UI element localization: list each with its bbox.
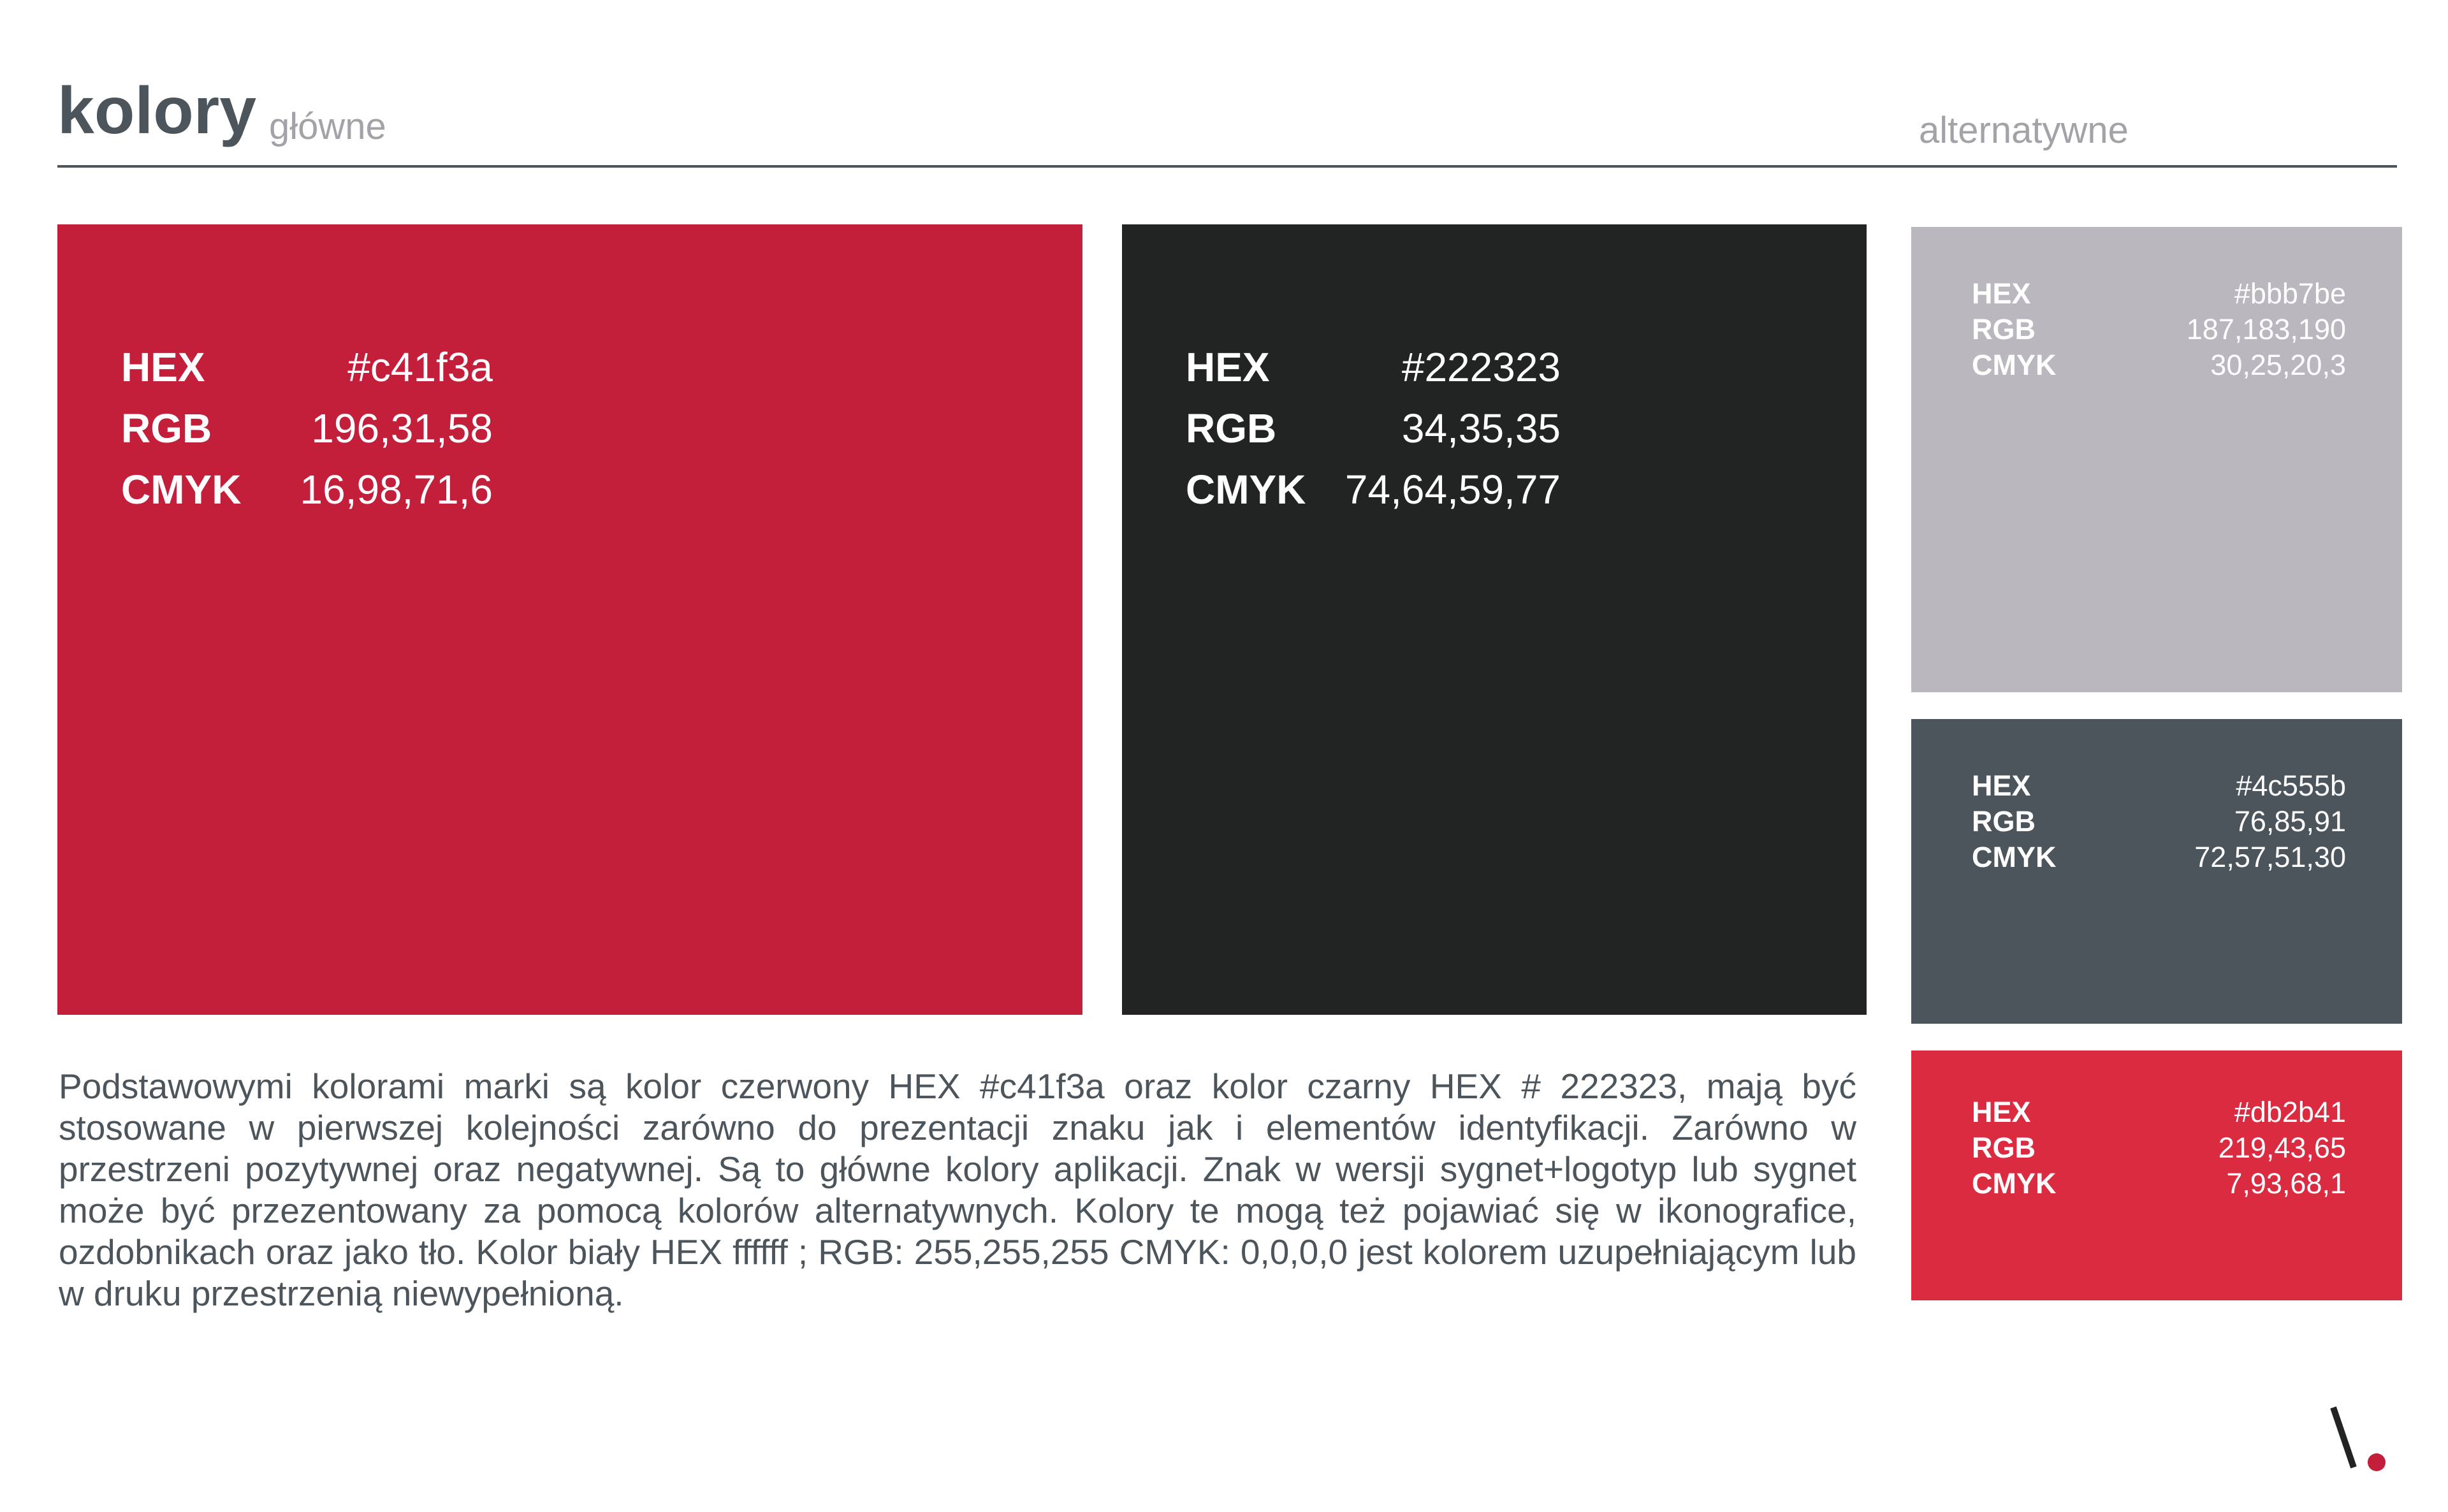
hex-row — [121, 344, 493, 390]
cmyk-row — [1972, 351, 2346, 379]
hex-row — [1972, 1098, 2346, 1126]
cmyk-label: CMYK — [1972, 1167, 2057, 1200]
rgb-label: RGB — [1972, 805, 2036, 838]
cmyk-row — [121, 467, 493, 512]
hex-label: HEX — [1972, 769, 2031, 802]
cmyk-label: CMYK — [1972, 349, 2057, 381]
hex-label: HEX — [1186, 344, 1270, 390]
rgb-value: 196,31,58 — [311, 405, 493, 451]
hex-row — [1186, 344, 1561, 390]
cmyk-value: 30,25,20,3 — [2210, 349, 2346, 381]
rgb-value: 187,183,190 — [2186, 313, 2346, 345]
alt-color-swatch-dark-gray — [1911, 719, 2402, 1024]
rgb-row — [1972, 1133, 2346, 1162]
rgb-value: 34,35,35 — [1401, 405, 1561, 451]
rgb-value: 76,85,91 — [2234, 805, 2346, 838]
logo-dot — [2368, 1453, 2386, 1471]
rgb-label: RGB — [1972, 313, 2036, 345]
description-paragraph: Podstawowymi kolorami marki są kolor czerwony HEX #c41f3a oraz kolor czarny HEX # 222323, mają być stosowane w pierwszej kolejności zarówno do prezentacji znaku jak i elementów identyfikacji. Zarówno w przestrzeni pozytywnej oraz negatywnej. Są to główne kolory aplikacji. Znak w wersji sygnet+logotyp lub sygnet może być przezentowany za pomocą kolorów alternatywnych. Kolory te mogą też pojawiać się w ikonografice, ozdobnikach oraz jako tło. Kolor biały HEX ffffff ; RGB: 255,255,255 CMYK: 0,0,0,0 jest kolorem uzupełniającym lub w druku przestrzenią niewypełnioną. — [59, 1066, 1856, 1313]
rgb-row — [1186, 405, 1561, 451]
hex-value: #c41f3a — [347, 344, 493, 390]
hex-label: HEX — [1972, 277, 2031, 310]
rgb-value: 219,43,65 — [2218, 1131, 2346, 1164]
alt-color-swatch-light-red — [1911, 1050, 2402, 1300]
rgb-label: RGB — [1186, 405, 1277, 451]
hex-value: #bbb7be — [2234, 277, 2346, 310]
page-title: kolory — [57, 74, 257, 148]
subtitle-alt-colors: alternatywne — [1919, 110, 2129, 151]
rgb-row — [121, 405, 493, 451]
cmyk-label: CMYK — [1186, 467, 1306, 512]
hex-label: HEX — [1972, 1096, 2031, 1128]
cmyk-row — [1186, 467, 1561, 512]
cmyk-value: 74,64,59,77 — [1344, 467, 1561, 512]
alt-color-swatch-light-gray — [1911, 227, 2402, 692]
rgb-label: RGB — [1972, 1131, 2036, 1164]
hex-value: #db2b41 — [2234, 1096, 2346, 1128]
cmyk-row — [1972, 1169, 2346, 1198]
cmyk-value: 16,98,71,6 — [300, 467, 493, 512]
main-color-swatch-red — [57, 224, 1082, 1015]
logo-slash — [2333, 1407, 2354, 1467]
cmyk-value: 7,93,68,1 — [2226, 1167, 2346, 1200]
cmyk-label: CMYK — [121, 467, 242, 512]
hex-row — [1972, 279, 2346, 308]
main-color-swatch-black — [1122, 224, 1867, 1015]
subtitle-main-colors: główne — [269, 106, 386, 147]
brand-mark-logo — [2320, 1404, 2391, 1474]
rgb-row — [1972, 807, 2346, 836]
hex-value: #4c555b — [2236, 769, 2346, 802]
cmyk-label: CMYK — [1972, 841, 2057, 873]
header-divider — [57, 165, 2397, 168]
rgb-label: RGB — [121, 405, 212, 451]
hex-label: HEX — [121, 344, 205, 390]
cmyk-row — [1972, 843, 2346, 871]
cmyk-value: 72,57,51,30 — [2194, 841, 2346, 873]
hex-row — [1972, 771, 2346, 800]
rgb-row — [1972, 315, 2346, 344]
hex-value: #222323 — [1401, 344, 1561, 390]
